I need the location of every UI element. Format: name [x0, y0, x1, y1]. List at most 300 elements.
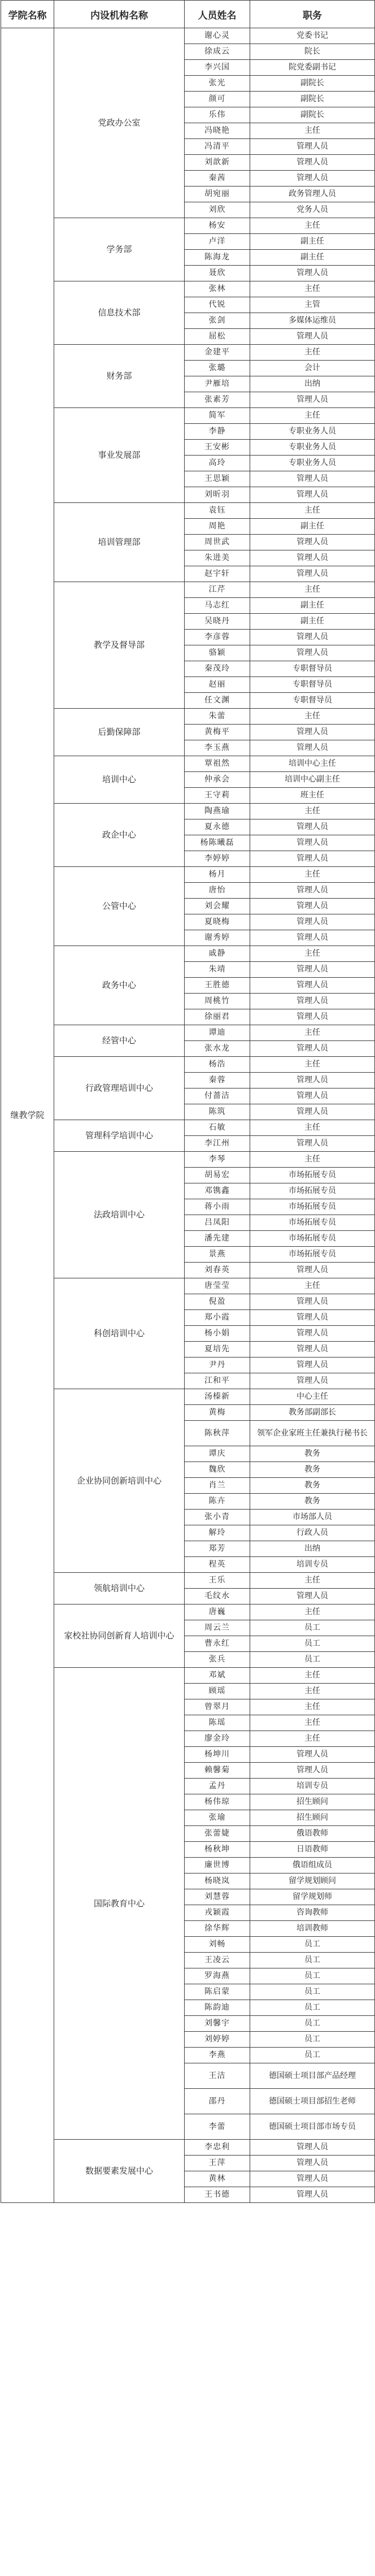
dept-name: 领航培训中心 — [54, 1573, 185, 1604]
person-role: 员工 — [250, 2032, 375, 2048]
person-name: 王书德 — [185, 2187, 250, 2203]
table-row — [1, 1389, 375, 1405]
table-row — [1, 709, 375, 725]
person-name: 杨安 — [185, 218, 250, 234]
person-role: 领军企业家班主任兼执行秘书长 — [250, 1421, 375, 1446]
person-name: 汤榛新 — [185, 1389, 250, 1405]
person-name: 邵丹 — [185, 2089, 250, 2114]
person-name: 吕凤阳 — [185, 1215, 250, 1231]
person-role: 员工 — [250, 2016, 375, 2032]
person-name: 尹雁培 — [185, 376, 250, 392]
person-name: 石敏 — [185, 1120, 250, 1136]
person-role: 管理人员 — [250, 1358, 375, 1373]
person-name: 李玉燕 — [185, 740, 250, 756]
person-name: 王乐 — [185, 1573, 250, 1589]
person-name: 赖馨菊 — [185, 1763, 250, 1779]
person-name: 李江州 — [185, 1136, 250, 1152]
person-name: 张蕾婕 — [185, 1826, 250, 1842]
person-name: 戚静 — [185, 946, 250, 962]
person-name: 杨浩 — [185, 1057, 250, 1073]
person-role: 留学规划顾问 — [250, 1874, 375, 1889]
person-name: 李彦蓉 — [185, 630, 250, 645]
person-role: 管理人员 — [250, 994, 375, 1009]
person-role: 管理人员 — [250, 155, 375, 171]
person-name: 金建平 — [185, 345, 250, 361]
person-name: 廖金玲 — [185, 1731, 250, 1747]
person-role: 专职督导员 — [250, 677, 375, 693]
person-role: 副院长 — [250, 107, 375, 123]
person-role: 市场拓展专员 — [250, 1168, 375, 1183]
person-name: 冯晓艳 — [185, 123, 250, 139]
person-role: 党委书记 — [250, 28, 375, 44]
dept-name: 法政培训中心 — [54, 1152, 185, 1278]
person-name: 陈秋萍 — [185, 1421, 250, 1446]
person-name: 秦茜 — [185, 171, 250, 187]
person-role: 市场拓展专员 — [250, 1247, 375, 1263]
person-role: 市场拓展专员 — [250, 1199, 375, 1215]
person-name: 顾瑶 — [185, 1684, 250, 1699]
person-name: 王胜德 — [185, 978, 250, 994]
person-role: 管理人员 — [250, 1342, 375, 1358]
dept-name: 企业协同创新培训中心 — [54, 1389, 185, 1573]
person-role: 员工 — [250, 1620, 375, 1636]
person-name: 陶燕瑜 — [185, 804, 250, 819]
person-role: 市场部人员 — [250, 1510, 375, 1525]
person-role: 主任 — [250, 1684, 375, 1699]
person-role: 院长 — [250, 44, 375, 60]
person-name: 刘昕羽 — [185, 487, 250, 503]
person-name: 聂欣 — [185, 266, 250, 281]
person-name: 周世武 — [185, 535, 250, 550]
person-role: 俄语组成员 — [250, 1858, 375, 1874]
person-name: 夏培先 — [185, 1342, 250, 1358]
person-role: 出纳 — [250, 1541, 375, 1557]
person-role: 管理人员 — [250, 883, 375, 899]
person-role: 管理人员 — [250, 1073, 375, 1088]
dept-name: 后勤保障部 — [54, 709, 185, 756]
dept-name: 培训中心 — [54, 756, 185, 804]
table-row — [1, 1278, 375, 1294]
person-name: 李蕾 — [185, 2114, 250, 2140]
person-role: 管理人员 — [250, 914, 375, 930]
person-role: 行政人员 — [250, 1525, 375, 1541]
person-name: 张瑜 — [185, 1810, 250, 1826]
person-role: 管理人员 — [250, 535, 375, 550]
person-role: 主任 — [250, 1699, 375, 1715]
person-name: 冯清平 — [185, 139, 250, 155]
person-name: 唐巍 — [185, 1604, 250, 1620]
person-name: 尹丹 — [185, 1358, 250, 1373]
person-name: 张兵 — [185, 1652, 250, 1668]
table-row — [1, 28, 375, 44]
person-role: 管理人员 — [250, 1589, 375, 1604]
person-name: 王凌云 — [185, 1953, 250, 1968]
person-role: 员工 — [250, 1636, 375, 1652]
person-role: 教务部副部长 — [250, 1405, 375, 1421]
header-name: 人员姓名 — [185, 1, 250, 28]
dept-name: 政务中心 — [54, 946, 185, 1025]
person-name: 颜可 — [185, 92, 250, 107]
person-role: 主任 — [250, 281, 375, 297]
person-role: 主任 — [250, 946, 375, 962]
person-name: 刘会耀 — [185, 899, 250, 914]
person-name: 张璐 — [185, 361, 250, 376]
table-row — [1, 1025, 375, 1041]
person-role: 主任 — [250, 867, 375, 883]
person-role: 管理人员 — [250, 2171, 375, 2187]
person-name: 谭迪 — [185, 1025, 250, 1041]
person-name: 陈瑶 — [185, 1715, 250, 1731]
person-name: 杨陈曦磊 — [185, 835, 250, 851]
person-name: 杨月 — [185, 867, 250, 883]
person-role: 副院长 — [250, 92, 375, 107]
person-name: 李忠利 — [185, 2140, 250, 2156]
person-name: 仲承会 — [185, 772, 250, 788]
person-role: 副主任 — [250, 598, 375, 614]
person-name: 周艳 — [185, 519, 250, 535]
person-role: 专职业务人员 — [250, 440, 375, 456]
person-role: 管理人员 — [250, 266, 375, 281]
person-role: 专职督导员 — [250, 661, 375, 677]
person-role: 德国硕士项目部市场专员 — [250, 2114, 375, 2140]
person-name: 谭庆 — [185, 1446, 250, 1462]
person-role: 管理人员 — [250, 930, 375, 946]
person-role: 副主任 — [250, 250, 375, 266]
person-name: 简军 — [185, 408, 250, 424]
person-role: 员工 — [250, 1652, 375, 1668]
person-name: 黄林 — [185, 2171, 250, 2187]
person-role: 管理人员 — [250, 2156, 375, 2171]
person-name: 解玲 — [185, 1525, 250, 1541]
person-role: 管理人员 — [250, 1373, 375, 1389]
person-name: 张光 — [185, 76, 250, 92]
person-name: 戎颖霞 — [185, 1905, 250, 1921]
person-role: 管理人员 — [250, 725, 375, 740]
person-role: 招生顾问 — [250, 1794, 375, 1810]
person-name: 周桃竹 — [185, 994, 250, 1009]
person-name: 郑小霞 — [185, 1310, 250, 1326]
person-name: 陈启蒙 — [185, 1984, 250, 2000]
person-role: 教务 — [250, 1462, 375, 1478]
person-role: 管理人员 — [250, 630, 375, 645]
dept-name: 政企中心 — [54, 804, 185, 867]
person-name: 唐莹莹 — [185, 1278, 250, 1294]
org-table — [1, 0, 375, 2203]
person-name: 朱靖 — [185, 962, 250, 978]
person-role: 主任 — [250, 1152, 375, 1168]
person-name: 黄梅 — [185, 1405, 250, 1421]
person-role: 主任 — [250, 218, 375, 234]
person-name: 刘慧蓉 — [185, 1889, 250, 1905]
person-role: 员工 — [250, 1937, 375, 1953]
person-name: 杨秋坤 — [185, 1842, 250, 1858]
person-name: 胡易宏 — [185, 1168, 250, 1183]
header-dept: 内设机构名称 — [54, 1, 185, 28]
person-name: 李兴国 — [185, 60, 250, 76]
person-role: 培训中心主任 — [250, 756, 375, 772]
person-role: 员工 — [250, 2000, 375, 2016]
person-role: 管理人员 — [250, 1310, 375, 1326]
person-role: 副主任 — [250, 519, 375, 535]
person-role: 员工 — [250, 1968, 375, 1984]
person-name: 肖兰 — [185, 1478, 250, 1494]
dept-name: 事业发展部 — [54, 408, 185, 503]
table-row — [1, 1573, 375, 1589]
person-name: 张小青 — [185, 1510, 250, 1525]
person-name: 徐华辉 — [185, 1921, 250, 1937]
person-role: 副院长 — [250, 76, 375, 92]
person-name: 王守莉 — [185, 788, 250, 804]
person-name: 刘馨宇 — [185, 2016, 250, 2032]
person-name: 任文渊 — [185, 693, 250, 709]
person-name: 杨伟琼 — [185, 1794, 250, 1810]
person-name: 杨坤川 — [185, 1747, 250, 1763]
table-row — [1, 1120, 375, 1136]
person-name: 朱进美 — [185, 550, 250, 566]
table-row — [1, 1668, 375, 1684]
person-name: 秦茂玲 — [185, 661, 250, 677]
person-role: 招生顾问 — [250, 1810, 375, 1826]
person-role: 主任 — [250, 1278, 375, 1294]
person-name: 卢洋 — [185, 234, 250, 250]
person-role: 培训专员 — [250, 1557, 375, 1573]
person-name: 唐怡 — [185, 883, 250, 899]
person-role: 主任 — [250, 1668, 375, 1684]
table-row — [1, 804, 375, 819]
dept-name: 科创培训中心 — [54, 1278, 185, 1389]
person-role: 员工 — [250, 2048, 375, 2063]
person-name: 周云兰 — [185, 1620, 250, 1636]
dept-name: 培训管理部 — [54, 503, 185, 582]
person-role: 德国硕士项目部产品经理 — [250, 2063, 375, 2089]
person-role: 主任 — [250, 804, 375, 819]
person-role: 主任 — [250, 1057, 375, 1073]
person-name: 杨晓岚 — [185, 1874, 250, 1889]
person-name: 刘歆新 — [185, 155, 250, 171]
person-role: 市场拓展专员 — [250, 1231, 375, 1247]
person-name: 朱蕾 — [185, 709, 250, 725]
person-name: 高玲 — [185, 456, 250, 471]
person-name: 张剑 — [185, 313, 250, 329]
person-name: 张林 — [185, 281, 250, 297]
person-name: 魏欣 — [185, 1462, 250, 1478]
person-name: 陈卉 — [185, 1494, 250, 1510]
person-name: 乐伟 — [185, 107, 250, 123]
header-role: 职务 — [250, 1, 375, 28]
person-name: 徐丽君 — [185, 1009, 250, 1025]
person-name: 王洁 — [185, 2063, 250, 2089]
person-name: 曾翠月 — [185, 1699, 250, 1715]
person-role: 管理人员 — [250, 835, 375, 851]
person-name: 曹永红 — [185, 1636, 250, 1652]
person-name: 景燕 — [185, 1247, 250, 1263]
person-role: 管理人员 — [250, 851, 375, 867]
person-name: 刘婷婷 — [185, 2032, 250, 2048]
person-role: 主管 — [250, 297, 375, 313]
person-name: 王萍 — [185, 2156, 250, 2171]
person-role: 市场拓展专员 — [250, 1215, 375, 1231]
dept-name: 财务部 — [54, 345, 185, 408]
person-role: 多媒体运维员 — [250, 313, 375, 329]
person-role: 党务人员 — [250, 202, 375, 218]
person-role: 主任 — [250, 1731, 375, 1747]
person-role: 管理人员 — [250, 1136, 375, 1152]
person-role: 培训专员 — [250, 1779, 375, 1794]
person-role: 副主任 — [250, 614, 375, 630]
person-name: 刘欣 — [185, 202, 250, 218]
person-role: 管理人员 — [250, 487, 375, 503]
table-row — [1, 756, 375, 772]
person-role: 院党委副书记 — [250, 60, 375, 76]
person-name: 潘先建 — [185, 1231, 250, 1247]
person-role: 政务管理人员 — [250, 187, 375, 202]
dept-name: 家校社协同创新育人培训中心 — [54, 1604, 185, 1668]
person-role: 主任 — [250, 1604, 375, 1620]
person-role: 专职业务人员 — [250, 456, 375, 471]
person-name: 程英 — [185, 1557, 250, 1573]
person-name: 张水龙 — [185, 1041, 250, 1057]
person-name: 覃祖然 — [185, 756, 250, 772]
person-name: 廉世博 — [185, 1858, 250, 1874]
org-table-body — [1, 28, 375, 2203]
person-role: 主任 — [250, 1025, 375, 1041]
person-role: 培训中心副主任 — [250, 772, 375, 788]
person-role: 中心主任 — [250, 1389, 375, 1405]
dept-name: 经管中心 — [54, 1025, 185, 1057]
header-college: 学院名称 — [1, 1, 54, 28]
person-role: 市场拓展专员 — [250, 1183, 375, 1199]
person-name: 袁钰 — [185, 503, 250, 519]
person-role: 管理人员 — [250, 1763, 375, 1779]
person-role: 主任 — [250, 582, 375, 598]
person-name: 付蔷洁 — [185, 1088, 250, 1104]
person-role: 管理人员 — [250, 139, 375, 155]
person-role: 员工 — [250, 1953, 375, 1968]
person-role: 教务 — [250, 1494, 375, 1510]
dept-name: 国际教育中心 — [54, 1668, 185, 2140]
person-role: 管理人员 — [250, 1009, 375, 1025]
person-name: 陈筑 — [185, 1104, 250, 1120]
person-role: 主任 — [250, 1120, 375, 1136]
table-row — [1, 582, 375, 598]
table-row — [1, 503, 375, 519]
person-role: 管理人员 — [250, 1294, 375, 1310]
person-name: 徐成云 — [185, 44, 250, 60]
person-name: 赵丽 — [185, 677, 250, 693]
person-name: 赵宇轩 — [185, 566, 250, 582]
person-role: 管理人员 — [250, 471, 375, 487]
person-name: 倪盈 — [185, 1294, 250, 1310]
person-role: 主任 — [250, 1573, 375, 1589]
person-name: 李琴 — [185, 1152, 250, 1168]
person-role: 管理人员 — [250, 1104, 375, 1120]
person-name: 黄梅平 — [185, 725, 250, 740]
person-role: 副主任 — [250, 234, 375, 250]
person-name: 邓斌 — [185, 1668, 250, 1684]
person-role: 管理人员 — [250, 978, 375, 994]
person-name: 马志红 — [185, 598, 250, 614]
person-role: 会计 — [250, 361, 375, 376]
person-role: 出纳 — [250, 376, 375, 392]
table-row — [1, 408, 375, 424]
table-row — [1, 345, 375, 361]
person-role: 咨询教师 — [250, 1905, 375, 1921]
person-role: 主任 — [250, 123, 375, 139]
dept-name: 信息技术部 — [54, 281, 185, 345]
person-role: 教务 — [250, 1478, 375, 1494]
person-role: 德国硕士项目部招生老师 — [250, 2089, 375, 2114]
person-name: 刘畅 — [185, 1937, 250, 1953]
header-row — [1, 1, 375, 28]
person-role: 培训教师 — [250, 1921, 375, 1937]
person-role: 主任 — [250, 503, 375, 519]
person-role: 主任 — [250, 1715, 375, 1731]
dept-name: 行政管理培训中心 — [54, 1057, 185, 1120]
person-name: 胡宛丽 — [185, 187, 250, 202]
person-role: 管理人员 — [250, 1263, 375, 1278]
table-row — [1, 1152, 375, 1168]
person-role: 教务 — [250, 1446, 375, 1462]
person-role: 管理人员 — [250, 2140, 375, 2156]
dept-name: 数据要素发展中心 — [54, 2140, 185, 2203]
person-name: 吴晓丹 — [185, 614, 250, 630]
dept-name: 公管中心 — [54, 867, 185, 946]
person-name: 王安彬 — [185, 440, 250, 456]
person-name: 江和平 — [185, 1373, 250, 1389]
person-name: 陈韵迪 — [185, 2000, 250, 2016]
person-name: 代锐 — [185, 297, 250, 313]
person-role: 管理人员 — [250, 1088, 375, 1104]
person-name: 夏永德 — [185, 819, 250, 835]
person-role: 管理人员 — [250, 1326, 375, 1342]
person-role: 管理人员 — [250, 566, 375, 582]
person-name: 骆颖 — [185, 645, 250, 661]
dept-name: 学务部 — [54, 218, 185, 281]
person-role: 管理人员 — [250, 171, 375, 187]
table-row — [1, 218, 375, 234]
person-name: 毛纹水 — [185, 1589, 250, 1604]
table-row — [1, 1604, 375, 1620]
person-name: 李静 — [185, 424, 250, 440]
person-name: 邓镌鑫 — [185, 1183, 250, 1199]
dept-name: 教学及督导部 — [54, 582, 185, 709]
person-role: 管理人员 — [250, 899, 375, 914]
person-role: 主任 — [250, 408, 375, 424]
person-name: 李燕 — [185, 2048, 250, 2063]
person-role: 俄语教师 — [250, 1826, 375, 1842]
person-role: 管理人员 — [250, 1747, 375, 1763]
person-name: 罗海燕 — [185, 1968, 250, 1984]
person-name: 蒋小雨 — [185, 1199, 250, 1215]
person-name: 杨小娟 — [185, 1326, 250, 1342]
table-row — [1, 946, 375, 962]
person-role: 员工 — [250, 1984, 375, 2000]
person-role: 管理人员 — [250, 645, 375, 661]
person-name: 谢心灵 — [185, 28, 250, 44]
college-name: 继教学院 — [1, 28, 54, 2203]
person-name: 秦蓉 — [185, 1073, 250, 1088]
person-name: 屈松 — [185, 329, 250, 345]
person-role: 日语教师 — [250, 1842, 375, 1858]
person-role: 管理人员 — [250, 740, 375, 756]
table-row — [1, 2140, 375, 2156]
person-name: 孟丹 — [185, 1779, 250, 1794]
person-role: 管理人员 — [250, 392, 375, 408]
person-name: 刘春英 — [185, 1263, 250, 1278]
table-row — [1, 1057, 375, 1073]
person-role: 主任 — [250, 709, 375, 725]
person-name: 张素芳 — [185, 392, 250, 408]
